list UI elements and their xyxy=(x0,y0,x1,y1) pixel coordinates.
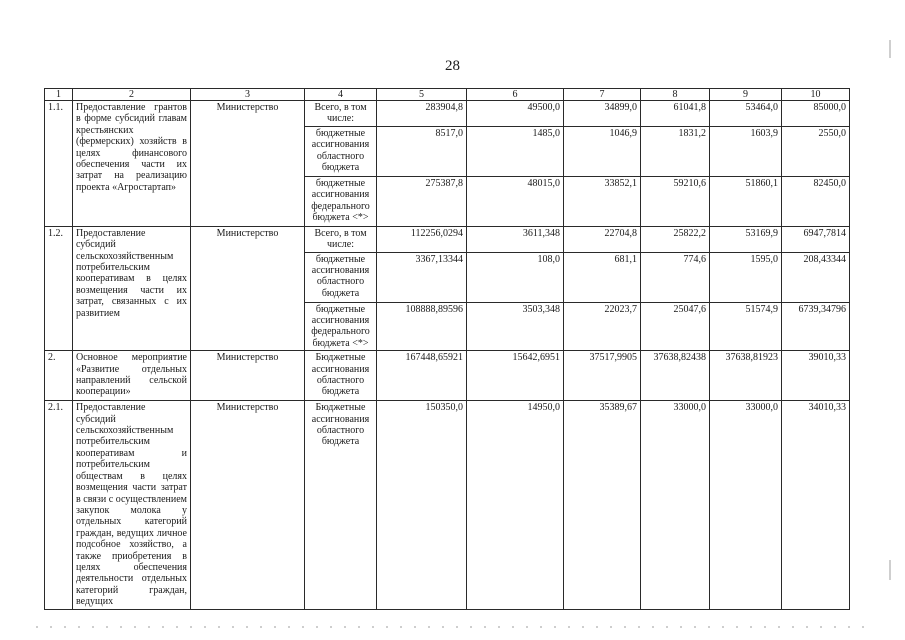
column-number: 6 xyxy=(467,89,564,101)
value-cell: 37638,81923 xyxy=(710,351,782,401)
item-number: 2. xyxy=(45,351,73,401)
column-number: 8 xyxy=(641,89,710,101)
value-cell: 3611,348 xyxy=(467,226,564,252)
column-number: 1 xyxy=(45,89,73,101)
item-executor: Министерство xyxy=(191,401,305,609)
value-cell: 33852,1 xyxy=(564,176,641,226)
column-number: 5 xyxy=(377,89,467,101)
funding-source: Бюджетные ассигнования областного бюджета xyxy=(305,351,377,401)
value-cell: 61041,8 xyxy=(641,101,710,127)
value-cell: 167448,65921 xyxy=(377,351,467,401)
value-cell: 22023,7 xyxy=(564,302,641,351)
value-cell: 2550,0 xyxy=(782,126,850,176)
funding-source: бюджетные ассигнования федерального бюджета <*> xyxy=(305,302,377,351)
funding-source: Всего, в том числе: xyxy=(305,226,377,252)
value-cell: 37638,82438 xyxy=(641,351,710,401)
program-table xyxy=(44,88,850,610)
funding-source: бюджетные ассигнования областного бюджета xyxy=(305,252,377,302)
value-cell: 6947,7814 xyxy=(782,226,850,252)
funding-source: Бюджетные ассигнования областного бюджета xyxy=(305,401,377,609)
page-number: 28 xyxy=(445,58,460,74)
funding-source: бюджетные ассигнования федерального бюджета <*> xyxy=(305,176,377,226)
value-cell: 774,6 xyxy=(641,252,710,302)
value-cell: 82450,0 xyxy=(782,176,850,226)
scan-dots xyxy=(30,626,875,628)
item-name: Предоставление субсидий сельскохозяйственным потребительским кооперативам и потребительским обществам в целях возмещения части затрат в связи с осуществлением закупок молока у отдельных категорий граждан, ведущих личное подсобное хозяйство, а также приобретения в целях обеспечения деятельности отдельных категорий граждан, ведущих xyxy=(73,401,191,609)
value-cell: 48015,0 xyxy=(467,176,564,226)
value-cell: 108888,89596 xyxy=(377,302,467,351)
value-cell: 1046,9 xyxy=(564,126,641,176)
column-number: 9 xyxy=(710,89,782,101)
column-number: 4 xyxy=(305,89,377,101)
value-cell: 14950,0 xyxy=(467,401,564,609)
item-executor: Министерство xyxy=(191,226,305,350)
value-cell: 59210,6 xyxy=(641,176,710,226)
funding-source: бюджетные ассигнования областного бюджета xyxy=(305,126,377,176)
value-cell: 208,43344 xyxy=(782,252,850,302)
column-number: 7 xyxy=(564,89,641,101)
value-cell: 1595,0 xyxy=(710,252,782,302)
value-cell: 51574,9 xyxy=(710,302,782,351)
item-executor: Министерство xyxy=(191,351,305,401)
value-cell: 1831,2 xyxy=(641,126,710,176)
table-row xyxy=(45,101,850,127)
value-cell: 35389,67 xyxy=(564,401,641,609)
value-cell: 34010,33 xyxy=(782,401,850,609)
column-number: 10 xyxy=(782,89,850,101)
column-number: 2 xyxy=(73,89,191,101)
value-cell: 112256,0294 xyxy=(377,226,467,252)
funding-source: Всего, в том числе: xyxy=(305,101,377,127)
value-cell: 53464,0 xyxy=(710,101,782,127)
value-cell: 6739,34796 xyxy=(782,302,850,351)
value-cell: 25822,2 xyxy=(641,226,710,252)
item-name: Основное мероприятие «Развитие отдельных направлений сельской кооперации» xyxy=(73,351,191,401)
value-cell: 3503,348 xyxy=(467,302,564,351)
value-cell: 108,0 xyxy=(467,252,564,302)
value-cell: 49500,0 xyxy=(467,101,564,127)
value-cell: 283904,8 xyxy=(377,101,467,127)
value-cell: 33000,0 xyxy=(710,401,782,609)
scan-artifact xyxy=(889,40,891,58)
table-row xyxy=(45,351,850,401)
value-cell: 85000,0 xyxy=(782,101,850,127)
item-number: 2.1. xyxy=(45,401,73,609)
item-name: Предоставление субсидий сельскохозяйственным потребительским кооперативам в целях возмещения части их затрат, связанных с их развитием xyxy=(73,226,191,350)
value-cell: 33000,0 xyxy=(641,401,710,609)
value-cell: 53169,9 xyxy=(710,226,782,252)
value-cell: 275387,8 xyxy=(377,176,467,226)
value-cell: 15642,6951 xyxy=(467,351,564,401)
value-cell: 37517,9905 xyxy=(564,351,641,401)
value-cell: 51860,1 xyxy=(710,176,782,226)
value-cell: 1485,0 xyxy=(467,126,564,176)
scan-artifact xyxy=(889,560,891,580)
value-cell: 25047,6 xyxy=(641,302,710,351)
item-name: Предоставление грантов в форме субсидий главам крестьянских (фермерских) хозяйств в целях финансового обеспечения части их затрат на реализацию проекта «Агростартап» xyxy=(73,101,191,227)
value-cell: 8517,0 xyxy=(377,126,467,176)
item-executor: Министерство xyxy=(191,101,305,227)
column-number: 3 xyxy=(191,89,305,101)
item-number: 1.1. xyxy=(45,101,73,227)
value-cell: 39010,33 xyxy=(782,351,850,401)
value-cell: 681,1 xyxy=(564,252,641,302)
value-cell: 3367,13344 xyxy=(377,252,467,302)
value-cell: 22704,8 xyxy=(564,226,641,252)
column-numbers-row xyxy=(45,89,850,101)
value-cell: 1603,9 xyxy=(710,126,782,176)
table-row xyxy=(45,401,850,609)
value-cell: 34899,0 xyxy=(564,101,641,127)
value-cell: 150350,0 xyxy=(377,401,467,609)
table-row xyxy=(45,226,850,252)
item-number: 1.2. xyxy=(45,226,73,350)
